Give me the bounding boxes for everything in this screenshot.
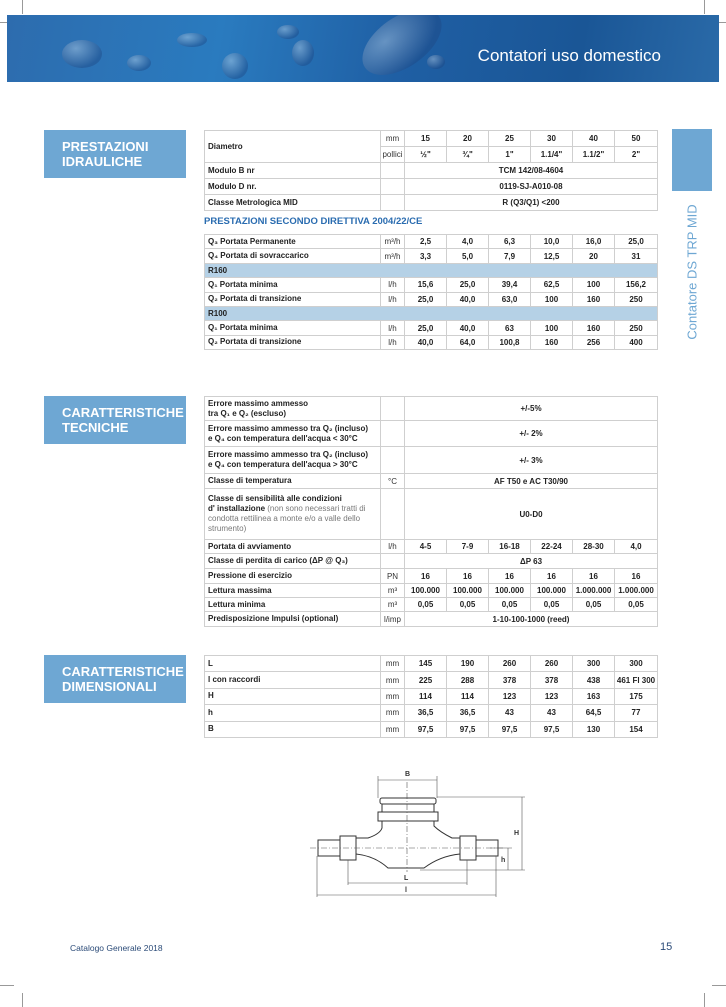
row-value: 25,0 <box>615 235 658 249</box>
row-label: h <box>205 705 381 721</box>
row-value: 100 <box>531 321 573 335</box>
row-value: 15 <box>405 131 447 147</box>
row-unit: mm <box>381 721 405 737</box>
row-value: 40,0 <box>405 335 447 349</box>
row-unit: mm <box>381 672 405 688</box>
page-title: Contatori uso domestico <box>477 46 661 65</box>
row-value: 100,8 <box>489 335 531 349</box>
row-value: 0,05 <box>489 598 531 612</box>
row-value: 114 <box>447 688 489 704</box>
row-value: 10,0 <box>531 235 573 249</box>
row-value: 3,3 <box>405 249 447 263</box>
row-unit: pollici <box>381 147 405 163</box>
row-value: 25,0 <box>405 292 447 306</box>
table-row <box>205 195 658 211</box>
row-value: 25,0 <box>447 278 489 292</box>
row-value: 100 <box>531 292 573 306</box>
row-unit: l/h <box>381 292 405 306</box>
table-row <box>205 554 658 569</box>
row-label: L <box>205 656 381 672</box>
row-label: Diametro <box>205 131 381 163</box>
row-value: 0,05 <box>531 598 573 612</box>
row-unit: PN <box>381 569 405 584</box>
row-value: 250 <box>615 292 658 306</box>
crop-mark <box>704 993 705 1007</box>
row-value: ΔP 63 <box>405 554 658 569</box>
row-label: Lettura massima <box>205 584 381 598</box>
row-value: +/- 2% <box>405 421 658 447</box>
water-drop-decoration <box>427 55 445 69</box>
row-unit: mm <box>381 131 405 147</box>
row-value: 260 <box>489 656 531 672</box>
table-row <box>205 306 658 320</box>
row-value: 1" <box>489 147 531 163</box>
row-unit <box>381 397 405 421</box>
table-row <box>205 163 658 179</box>
band-row-label: R160 <box>205 263 658 277</box>
side-tab-marker <box>672 129 712 191</box>
row-label: Classe Metrologica MID <box>205 195 381 211</box>
row-value: 50 <box>615 131 658 147</box>
row-value: 16,0 <box>573 235 615 249</box>
row-value: 0,05 <box>447 598 489 612</box>
row-value: 300 <box>573 656 615 672</box>
row-unit: m³/h <box>381 235 405 249</box>
row-value: 16 <box>489 569 531 584</box>
row-label: Errore massimo ammesso tra Q₂ (incluso) e Q₄ con temperatura dell'acqua > 30°C <box>205 447 381 474</box>
row-value: 100 <box>573 278 615 292</box>
row-label: Q₄ Portata di sovraccarico <box>205 249 381 263</box>
row-value: 28-30 <box>573 540 615 554</box>
row-value: 100.000 <box>447 584 489 598</box>
row-value: 15,6 <box>405 278 447 292</box>
row-label: Modulo B nr <box>205 163 381 179</box>
water-drop-decoration <box>277 25 299 39</box>
water-drop-decoration <box>127 55 151 71</box>
dim-label-B: B <box>405 771 411 778</box>
row-value: 378 <box>531 672 573 688</box>
table-row <box>205 397 658 421</box>
table-row <box>205 278 658 292</box>
row-value: 97,5 <box>405 721 447 737</box>
row-value: 40 <box>573 131 615 147</box>
row-value: 22-24 <box>531 540 573 554</box>
row-value: 256 <box>573 335 615 349</box>
row-value: 77 <box>615 705 658 721</box>
row-value: 438 <box>573 672 615 688</box>
footer-catalog: Catalogo Generale 2018 <box>70 943 163 953</box>
table-row <box>205 447 658 474</box>
section-label-hydraulic: PRESTAZIONI IDRAULICHE <box>44 130 186 178</box>
table-row <box>205 474 658 489</box>
table-row <box>205 489 658 540</box>
section-label-dimensional: CARATTERISTICHE DIMENSIONALI <box>44 655 186 703</box>
row-value: 225 <box>405 672 447 688</box>
table-row <box>205 131 658 147</box>
row-value: 16 <box>447 569 489 584</box>
row-value: 4,0 <box>447 235 489 249</box>
row-label: Classe di temperatura <box>205 474 381 489</box>
row-value: 4,0 <box>615 540 658 554</box>
table-row <box>205 705 658 721</box>
row-value: 1.000.000 <box>615 584 658 598</box>
table-row <box>205 721 658 737</box>
table-row <box>205 235 658 249</box>
row-value: 114 <box>405 688 447 704</box>
row-label: B <box>205 721 381 737</box>
row-unit: m³ <box>381 598 405 612</box>
row-value: 123 <box>489 688 531 704</box>
side-tab-label: Contatore DS TRP MID <box>684 204 700 340</box>
row-unit: l/h <box>381 278 405 292</box>
table-row <box>205 612 658 627</box>
row-label: l con raccordi <box>205 672 381 688</box>
table-row <box>205 263 658 277</box>
row-value: 39,4 <box>489 278 531 292</box>
row-value: 260 <box>531 656 573 672</box>
table-row <box>205 598 658 612</box>
row-value: 36,5 <box>447 705 489 721</box>
row-value: 97,5 <box>447 721 489 737</box>
row-value: 130 <box>573 721 615 737</box>
table-row <box>205 584 658 598</box>
row-label: Pressione di esercizio <box>205 569 381 584</box>
table-row <box>205 688 658 704</box>
row-value: 0119-SJ-A010-08 <box>405 179 658 195</box>
row-value: 25,0 <box>405 321 447 335</box>
row-value: 160 <box>573 321 615 335</box>
row-value: 30 <box>531 131 573 147</box>
row-label: Classe di perdita di carico (ΔP @ Q₃) <box>205 554 381 569</box>
row-value: 97,5 <box>489 721 531 737</box>
table-row <box>205 656 658 672</box>
water-drop-decoration <box>62 40 102 68</box>
row-unit <box>381 489 405 540</box>
dim-label-l: l <box>405 887 407 894</box>
table-row <box>205 179 658 195</box>
table-row <box>205 321 658 335</box>
row-value: 288 <box>447 672 489 688</box>
row-unit: l/h <box>381 540 405 554</box>
table-row <box>205 292 658 306</box>
row-value: R (Q3/Q1) <200 <box>405 195 658 211</box>
row-label-text: Classe di sensibilità alle condizioni d' installazione <box>208 494 342 513</box>
row-value: 6,3 <box>489 235 531 249</box>
row-value: 156,2 <box>615 278 658 292</box>
dim-label-L: L <box>404 875 409 882</box>
row-value: +/- 3% <box>405 447 658 474</box>
row-label: Modulo D nr. <box>205 179 381 195</box>
row-unit: mm <box>381 705 405 721</box>
row-value: 123 <box>531 688 573 704</box>
row-value: 43 <box>489 705 531 721</box>
row-label <box>205 489 381 540</box>
row-value: 100.000 <box>489 584 531 598</box>
row-label: Q₁ Portata minima <box>205 278 381 292</box>
dim-label-h: h <box>501 857 506 864</box>
row-unit <box>381 554 405 569</box>
row-value: 250 <box>615 321 658 335</box>
row-label: Q₂ Portata di transizione <box>205 335 381 349</box>
water-drop-decoration <box>222 53 248 79</box>
row-value: 20 <box>447 131 489 147</box>
row-value: 16 <box>615 569 658 584</box>
row-value: 12,5 <box>531 249 573 263</box>
row-value: 40,0 <box>447 292 489 306</box>
row-value: 4-5 <box>405 540 447 554</box>
row-value: 16 <box>531 569 573 584</box>
row-unit <box>381 447 405 474</box>
row-value: TCM 142/08-4604 <box>405 163 658 179</box>
row-value: 2,5 <box>405 235 447 249</box>
row-value: AF T50 e AC T30/90 <box>405 474 658 489</box>
water-drop-decoration <box>292 40 314 66</box>
directive-heading: PRESTAZIONI SECONDO DIRETTIVA 2004/22/CE <box>204 216 423 227</box>
row-unit <box>381 163 405 179</box>
row-unit: m³/h <box>381 249 405 263</box>
row-value: 43 <box>531 705 573 721</box>
row-value: 64,5 <box>573 705 615 721</box>
row-value: 7,9 <box>489 249 531 263</box>
row-value: 64,0 <box>447 335 489 349</box>
row-value: 1.1/4" <box>531 147 573 163</box>
row-value: 5,0 <box>447 249 489 263</box>
row-value: 16 <box>573 569 615 584</box>
water-meter-drawing <box>300 760 540 910</box>
row-value: 2" <box>615 147 658 163</box>
water-drop-decoration <box>177 33 207 47</box>
page-header-banner <box>7 15 719 82</box>
dimensional-specs-table <box>204 655 658 738</box>
row-label: Q₃ Portata Permanente <box>205 235 381 249</box>
row-value: 163 <box>573 688 615 704</box>
dim-label-H: H <box>514 830 520 837</box>
row-value: 100.000 <box>531 584 573 598</box>
directive-performance-table <box>204 234 658 350</box>
row-value: 0,05 <box>405 598 447 612</box>
row-value: 0,05 <box>615 598 658 612</box>
row-value: 63,0 <box>489 292 531 306</box>
row-label: Predisposizione Impulsi (optional) <box>205 612 381 627</box>
row-value: 36,5 <box>405 705 447 721</box>
table-row <box>205 421 658 447</box>
row-label: Errore massimo ammesso tra Q₁ e Q₂ (escluso) <box>205 397 381 421</box>
row-unit <box>381 195 405 211</box>
table-row <box>205 569 658 584</box>
row-unit: l/h <box>381 335 405 349</box>
row-value: 62,5 <box>531 278 573 292</box>
technical-specs-table <box>204 396 658 627</box>
row-value: 100.000 <box>405 584 447 598</box>
row-value: 175 <box>615 688 658 704</box>
row-unit: m³ <box>381 584 405 598</box>
row-label: H <box>205 688 381 704</box>
table-row <box>205 335 658 349</box>
row-value: 7-9 <box>447 540 489 554</box>
row-value: 20 <box>573 249 615 263</box>
row-value: +/-5% <box>405 397 658 421</box>
row-value: 160 <box>573 292 615 306</box>
row-unit <box>381 179 405 195</box>
row-value: ¾" <box>447 147 489 163</box>
row-value: 160 <box>531 335 573 349</box>
row-value: 300 <box>615 656 658 672</box>
row-value: 16-18 <box>489 540 531 554</box>
row-value: 1-10-100-1000 (reed) <box>405 612 658 627</box>
row-value: 154 <box>615 721 658 737</box>
row-unit: mm <box>381 656 405 672</box>
table-row <box>205 672 658 688</box>
row-value: 0,05 <box>573 598 615 612</box>
row-value: 1.000.000 <box>573 584 615 598</box>
crop-mark <box>704 0 705 14</box>
row-value: 16 <box>405 569 447 584</box>
general-specs-table <box>204 130 658 211</box>
row-label: Q₂ Portata di transizione <box>205 292 381 306</box>
row-value: 400 <box>615 335 658 349</box>
row-label: Portata di avviamento <box>205 540 381 554</box>
meter-outline <box>318 798 498 868</box>
row-unit: l/imp <box>381 612 405 627</box>
crop-mark <box>0 985 14 986</box>
row-value: 190 <box>447 656 489 672</box>
band-row-label: R100 <box>205 306 658 320</box>
row-value: 40,0 <box>447 321 489 335</box>
row-label: Q₁ Portata minima <box>205 321 381 335</box>
page-number: 15 <box>660 941 673 953</box>
row-unit: mm <box>381 688 405 704</box>
row-value: ½" <box>405 147 447 163</box>
crop-mark <box>712 985 726 986</box>
water-drop-decoration <box>351 15 453 82</box>
row-value: 25 <box>489 131 531 147</box>
row-label-note: (non sono necessari tratti di condotta rettilinea a monte e/o a valle dello strumento) <box>208 504 366 533</box>
row-value: 1.1/2" <box>573 147 615 163</box>
row-unit: l/h <box>381 321 405 335</box>
row-value: 461 Fl 300 <box>615 672 658 688</box>
row-value: 145 <box>405 656 447 672</box>
crop-mark <box>22 0 23 14</box>
section-label-technical: CARATTERISTICHE TECNICHE <box>44 396 186 444</box>
row-value: U0-D0 <box>405 489 658 540</box>
row-label: Lettura minima <box>205 598 381 612</box>
table-row <box>205 540 658 554</box>
row-value: 31 <box>615 249 658 263</box>
row-unit: °C <box>381 474 405 489</box>
row-unit <box>381 421 405 447</box>
crop-mark <box>22 993 23 1007</box>
row-label: Errore massimo ammesso tra Q₂ (incluso) e Q₄ con temperatura dell'acqua < 30°C <box>205 421 381 447</box>
row-value: 97,5 <box>531 721 573 737</box>
row-value: 63 <box>489 321 531 335</box>
row-value: 378 <box>489 672 531 688</box>
table-row <box>205 249 658 263</box>
